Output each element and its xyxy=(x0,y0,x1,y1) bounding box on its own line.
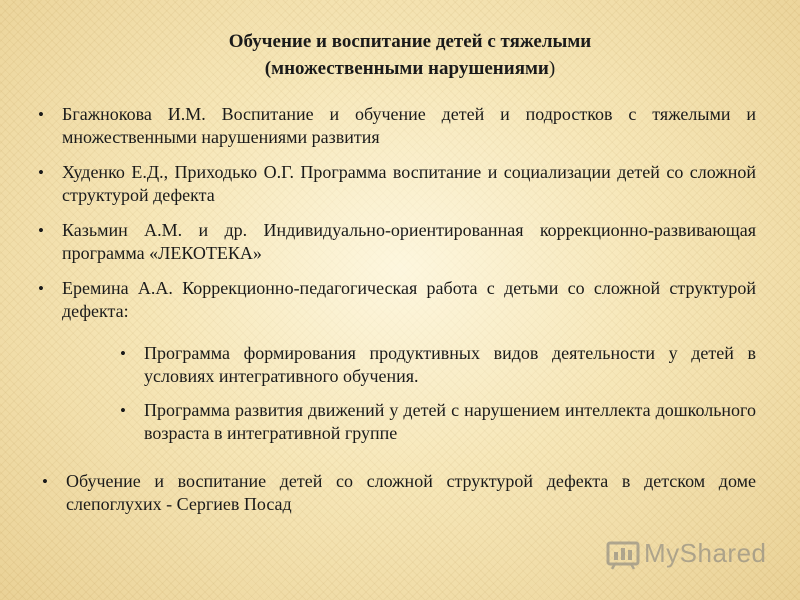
bullet-icon: • xyxy=(38,221,44,240)
bullet-icon: • xyxy=(42,472,48,491)
list-item-text: Худенко Е.Д., Приходько О.Г. Программа воспитание и социализации детей со сложной структурой дефекта xyxy=(62,162,756,205)
sub-bibliography-list xyxy=(120,342,756,456)
sub-list-item xyxy=(120,399,756,445)
list-item xyxy=(38,103,756,149)
title-line-2-paren: ) xyxy=(548,58,556,79)
title-line-2 xyxy=(120,55,700,82)
watermark-text: MyShared xyxy=(644,538,767,568)
bullet-icon: • xyxy=(38,105,44,124)
bullet-icon: • xyxy=(38,163,44,182)
list-item-text: Обучение и воспитание детей со сложной структурой дефекта в детском доме слепоглухих - Сергиев Посад xyxy=(66,471,756,514)
final-bibliography-list xyxy=(42,470,756,516)
sub-list-item-text: Программа формирования продуктивных видов деятельности у детей в условиях интегративного обучения. xyxy=(144,343,756,386)
myshared-logo-icon xyxy=(606,538,640,570)
list-item-text: Бгажнокова И.М. Воспитание и обучение детей и подростков с тяжелыми и множественными нарушениями развития xyxy=(62,104,756,147)
bullet-icon: • xyxy=(38,279,44,298)
sub-list-item xyxy=(120,342,756,388)
list-item xyxy=(38,277,756,323)
sub-list-item-text: Программа развития движений у детей с нарушением интеллекта дошкольного возраста в интегративной группе xyxy=(144,400,756,443)
list-item xyxy=(38,219,756,265)
bibliography-list xyxy=(38,103,756,335)
title-line-2-text: (множественными нарушениями xyxy=(264,58,549,79)
title-line-1: Обучение и воспитание детей с тяжелыми xyxy=(228,31,592,52)
list-item xyxy=(38,161,756,207)
list-item-text: Еремина А.А. Коррекционно-педагогическая работа с детьми со сложной структурой дефекта: xyxy=(62,278,756,321)
bullet-icon: • xyxy=(120,344,126,363)
bullet-icon: • xyxy=(120,401,126,420)
list-item xyxy=(42,470,756,516)
list-item-text: Казьмин А.М. и др. Индивидуально-ориентированная коррекционно-развивающая программа «ЛЕКОТЕКА» xyxy=(62,220,756,263)
slide-title xyxy=(120,28,700,82)
myshared-watermark xyxy=(606,536,766,572)
